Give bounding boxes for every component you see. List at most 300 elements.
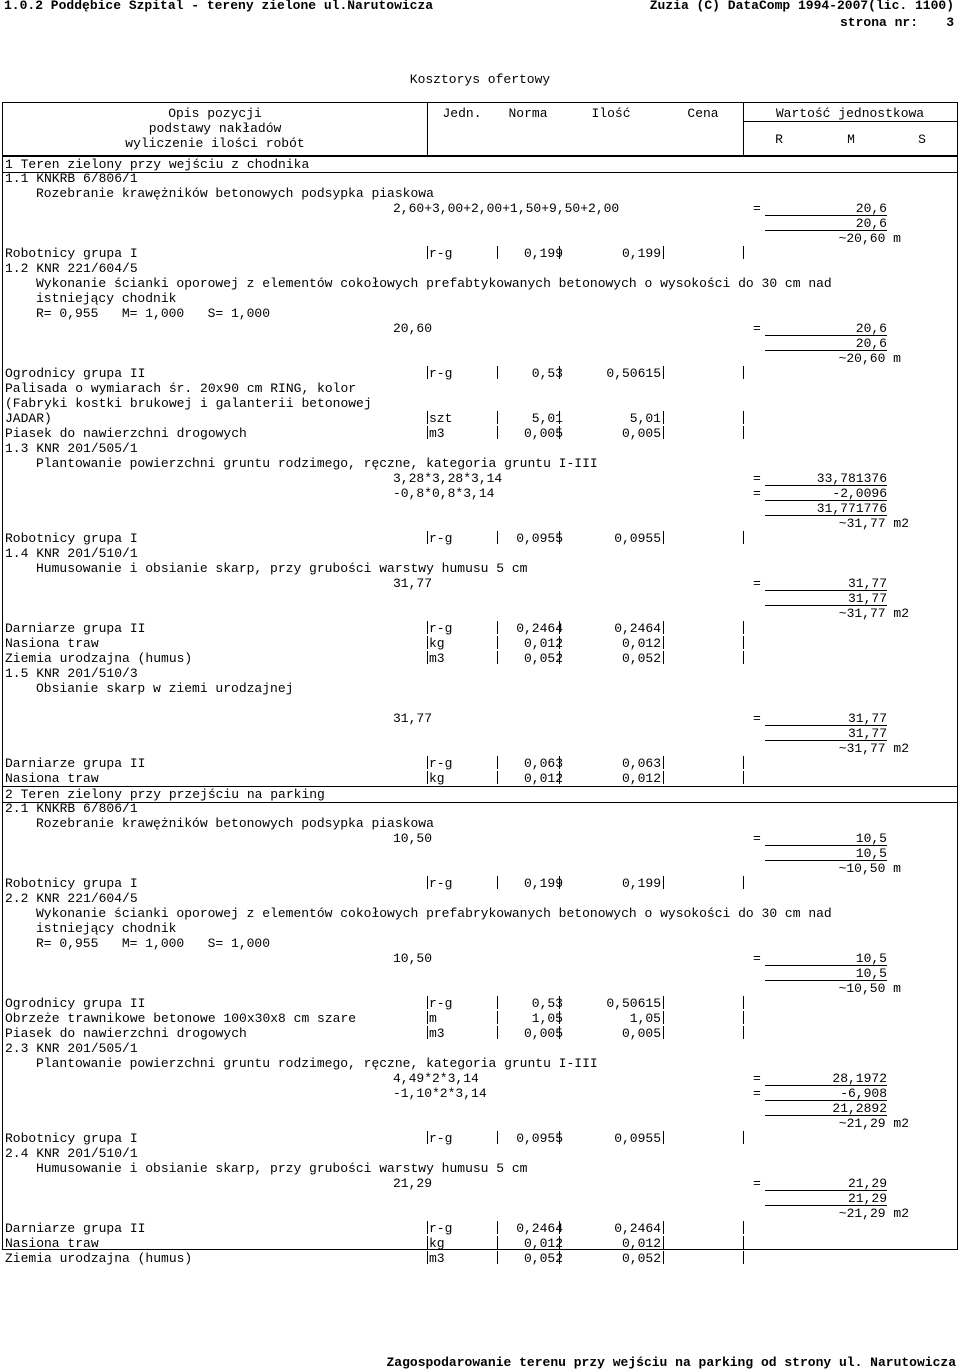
table-row xyxy=(3,876,957,891)
table-row xyxy=(3,771,957,786)
table-row xyxy=(3,561,957,576)
column-tick xyxy=(559,651,560,664)
column-tick xyxy=(743,771,744,784)
column-tick xyxy=(743,1236,744,1249)
column-tick xyxy=(497,531,498,544)
calc-equals: = xyxy=(753,951,761,966)
calc-equals: = xyxy=(753,831,761,846)
position-description: R= 0,955 M= 1,000 S= 1,000 xyxy=(36,936,271,951)
resource-unit: r-g xyxy=(429,246,453,261)
resource-norm: 0,052 xyxy=(523,651,563,666)
resource-qty: 0,012 xyxy=(621,636,661,651)
resource-name: Ziemia urodzajna (humus) xyxy=(5,651,193,666)
column-tick xyxy=(497,1011,498,1024)
column-tick xyxy=(743,366,744,379)
table-row xyxy=(3,471,957,486)
column-tick xyxy=(427,1011,428,1024)
table-row xyxy=(3,201,957,216)
table-row xyxy=(3,351,957,366)
col-opis-line1: Opis pozycji xyxy=(168,106,262,121)
table-row xyxy=(3,951,957,966)
calc-expression: 31,77 xyxy=(393,711,433,726)
calc-sum: 31,771776 xyxy=(765,501,887,516)
resource-name: Nasiona traw xyxy=(5,1236,99,1251)
table-row xyxy=(3,801,957,816)
table-row xyxy=(3,906,957,921)
position-description: Rozebranie krawężników betonowych podsypka piaskowa xyxy=(36,186,434,201)
calc-total: ~10,50 m xyxy=(838,981,901,996)
column-tick xyxy=(427,1236,428,1249)
table-row xyxy=(3,1101,957,1116)
column-tick xyxy=(497,636,498,649)
resource-unit: m3 xyxy=(429,651,445,666)
table-row xyxy=(3,741,957,756)
table-row xyxy=(3,981,957,996)
resource-unit: m xyxy=(429,1011,437,1026)
column-tick xyxy=(427,1251,428,1264)
resource-unit: r-g xyxy=(429,621,453,636)
position-code: 2.2 KNR 221/604/5 xyxy=(5,891,138,906)
software-license: Zuzia (C) DataComp 1994-2007(lic. 1100) xyxy=(649,0,954,13)
calc-total: ~10,50 m xyxy=(838,861,901,876)
table-row xyxy=(3,486,957,501)
column-tick xyxy=(497,651,498,664)
calc-sum: 21,2892 xyxy=(765,1101,887,1116)
column-tick xyxy=(559,636,560,649)
calc-total: ~21,29 m2 xyxy=(838,1116,909,1131)
column-tick xyxy=(427,876,428,889)
calc-expression: 20,60 xyxy=(393,321,433,336)
resource-qty: 0,2464 xyxy=(614,1221,661,1236)
col-wartosc: Wartość jednostkowa xyxy=(775,106,925,121)
page-header xyxy=(4,0,954,32)
resource-norm: 5,01 xyxy=(531,411,563,426)
resource-name: Darniarze grupa II xyxy=(5,1221,146,1236)
resource-norm: 0,0955 xyxy=(516,1131,563,1146)
table-row xyxy=(3,216,957,231)
position-code: 1.3 KNR 201/505/1 xyxy=(5,441,138,456)
column-tick xyxy=(427,1221,428,1234)
column-tick xyxy=(497,996,498,1009)
table-row xyxy=(3,261,957,276)
column-tick xyxy=(427,246,428,259)
calc-value: 31,77 xyxy=(765,576,887,591)
column-tick xyxy=(427,756,428,769)
column-tick xyxy=(743,1251,744,1264)
calc-value: -6,908 xyxy=(765,1086,887,1101)
table-row xyxy=(3,666,957,681)
calc-total: ~21,29 m2 xyxy=(838,1206,909,1221)
estimate-table xyxy=(2,102,958,1266)
table-row xyxy=(3,366,957,381)
resource-norm: 0,0955 xyxy=(516,531,563,546)
table-row xyxy=(3,1146,957,1161)
column-tick xyxy=(559,876,560,889)
position-code: 1.2 KNR 221/604/5 xyxy=(5,261,138,276)
resource-name: Robotnicy grupa I xyxy=(5,246,138,261)
table-row xyxy=(3,606,957,621)
table-row xyxy=(3,1026,957,1041)
resource-unit: m3 xyxy=(429,426,445,441)
resource-qty: 0,2464 xyxy=(614,621,661,636)
table-row xyxy=(3,756,957,771)
resource-qty: 0,199 xyxy=(621,246,661,261)
table-row xyxy=(3,1086,957,1101)
column-tick xyxy=(743,636,744,649)
resource-norm: 0,005 xyxy=(523,1026,563,1041)
column-tick xyxy=(663,651,664,664)
column-tick xyxy=(663,621,664,634)
table-row xyxy=(3,861,957,876)
column-tick xyxy=(663,246,664,259)
resource-unit: kg xyxy=(429,1236,445,1251)
table-row xyxy=(3,276,957,291)
column-tick xyxy=(663,1131,664,1144)
column-tick xyxy=(559,531,560,544)
position-code: 1.1 KNKRB 6/806/1 xyxy=(5,171,138,186)
column-tick xyxy=(497,1251,498,1264)
calc-sum: 20,6 xyxy=(765,336,887,351)
column-tick xyxy=(427,426,428,439)
resource-norm: 0,063 xyxy=(523,756,563,771)
calc-expression: 10,50 xyxy=(393,951,433,966)
column-tick xyxy=(559,1236,560,1249)
table-row xyxy=(3,396,957,411)
column-tick xyxy=(663,1026,664,1039)
column-tick xyxy=(497,411,498,424)
calc-sum: 31,77 xyxy=(765,726,887,741)
col-s: S xyxy=(918,132,926,147)
resource-name: Piasek do nawierzchni drogowych xyxy=(5,1026,247,1041)
document-title: 1.0.2 Poddębice Szpital - tereny zielone ul.Narutowicza xyxy=(4,0,434,13)
calc-value: 10,5 xyxy=(765,831,887,846)
table-row xyxy=(3,231,957,246)
table-row xyxy=(3,1251,957,1266)
table-row xyxy=(3,696,957,711)
position-code: 2.3 KNR 201/505/1 xyxy=(5,1041,138,1056)
position-description: Rozebranie krawężników betonowych podsypka piaskowa xyxy=(36,816,434,831)
resource-unit: r-g xyxy=(429,756,453,771)
calc-total: ~31,77 m2 xyxy=(838,606,909,621)
resource-qty: 0,052 xyxy=(621,1251,661,1266)
column-tick xyxy=(663,411,664,424)
page-num-value: 3 xyxy=(946,15,954,30)
col-opis-line3: wyliczenie ilości robót xyxy=(125,136,305,151)
column-tick xyxy=(427,996,428,1009)
column-tick xyxy=(663,531,664,544)
column-tick xyxy=(497,426,498,439)
calc-value: 33,781376 xyxy=(765,471,887,486)
column-tick xyxy=(497,876,498,889)
table-row xyxy=(3,1161,957,1176)
calc-expression: -1,10*2*3,14 xyxy=(393,1086,487,1101)
calc-value: 31,77 xyxy=(765,711,887,726)
page-label: strona nr: xyxy=(839,15,918,30)
table-row xyxy=(3,1221,957,1236)
table-row xyxy=(3,456,957,471)
column-tick xyxy=(743,411,744,424)
resource-name: Darniarze grupa II xyxy=(5,621,146,636)
column-tick xyxy=(559,996,560,1009)
table-row xyxy=(3,1131,957,1146)
calc-expression: 10,50 xyxy=(393,831,433,846)
calc-equals: = xyxy=(753,1071,761,1086)
table-row xyxy=(3,531,957,546)
report-title: Kosztorys ofertowy xyxy=(409,72,551,87)
resource-qty: 0,052 xyxy=(621,651,661,666)
resource-qty: 0,063 xyxy=(621,756,661,771)
calc-value: -2,0096 xyxy=(765,486,887,501)
resource-norm: 0,53 xyxy=(531,366,563,381)
table-row xyxy=(3,246,957,261)
column-tick xyxy=(427,621,428,634)
table-row xyxy=(3,996,957,1011)
resource-unit: r-g xyxy=(429,996,453,1011)
table-row xyxy=(3,1206,957,1221)
table-row xyxy=(3,1116,957,1131)
calc-expression: 2,60+3,00+2,00+1,50+9,50+2,00 xyxy=(393,201,620,216)
col-r: R xyxy=(775,132,783,147)
calc-total: ~20,60 m xyxy=(838,351,901,366)
table-row xyxy=(3,1071,957,1086)
resource-name: Robotnicy grupa I xyxy=(5,876,138,891)
table-row xyxy=(3,921,957,936)
resource-qty: 0,199 xyxy=(621,876,661,891)
table-row xyxy=(3,501,957,516)
table-row xyxy=(3,411,957,426)
section-title: 1 Teren zielony przy wejściu z chodnika xyxy=(5,157,310,172)
column-tick xyxy=(497,771,498,784)
calc-expression: 31,77 xyxy=(393,576,433,591)
table-row xyxy=(3,1176,957,1191)
column-tick xyxy=(663,1251,664,1264)
resource-norm: 0,2464 xyxy=(516,621,563,636)
table-row xyxy=(3,1191,957,1206)
position-description: Plantowanie powierzchni gruntu rodzimego, ręczne, kategoria gruntu I-III xyxy=(36,456,598,471)
column-tick xyxy=(663,876,664,889)
column-tick xyxy=(663,1236,664,1249)
column-tick xyxy=(559,756,560,769)
calc-value: 20,6 xyxy=(765,201,887,216)
table-row xyxy=(3,936,957,951)
resource-name: Darniarze grupa II xyxy=(5,756,146,771)
col-opis xyxy=(3,106,427,151)
table-row xyxy=(3,321,957,336)
position-code: 1.4 KNR 201/510/1 xyxy=(5,546,138,561)
section-title: 2 Teren zielony przy przejściu na parking xyxy=(5,787,325,802)
resource-norm: 0,199 xyxy=(523,246,563,261)
column-tick xyxy=(743,996,744,1009)
resource-unit: kg xyxy=(429,771,445,786)
calc-equals: = xyxy=(753,201,761,216)
column-tick xyxy=(559,366,560,379)
column-tick xyxy=(497,366,498,379)
resource-name: Robotnicy grupa I xyxy=(5,1131,138,1146)
resource-unit: r-g xyxy=(429,876,453,891)
column-tick xyxy=(427,636,428,649)
column-tick xyxy=(559,1131,560,1144)
column-tick xyxy=(743,1131,744,1144)
column-tick xyxy=(663,1221,664,1234)
material-name: (Fabryki kostki brukowej i galanterii betonowej xyxy=(5,396,372,411)
col-ilosc: Ilość xyxy=(591,106,631,121)
table-row xyxy=(3,831,957,846)
column-tick xyxy=(497,621,498,634)
table-row xyxy=(3,546,957,561)
table-row xyxy=(3,336,957,351)
column-tick xyxy=(743,876,744,889)
table-row xyxy=(3,816,957,831)
column-tick xyxy=(743,1221,744,1234)
resource-qty: 0,0955 xyxy=(614,531,661,546)
table-row xyxy=(3,381,957,396)
resource-unit: kg xyxy=(429,636,445,651)
resource-name: Obrzeże trawnikowe betonowe 100x30x8 cm szare xyxy=(5,1011,357,1026)
resource-norm: 0,2464 xyxy=(516,1221,563,1236)
resource-norm: 0,012 xyxy=(523,771,563,786)
table-row xyxy=(3,576,957,591)
table-row xyxy=(3,1056,957,1071)
resource-norm: 0,052 xyxy=(523,1251,563,1266)
resource-name: Ogrodnicy grupa II xyxy=(5,366,146,381)
resource-qty: 0,50615 xyxy=(606,366,661,381)
column-tick xyxy=(743,426,744,439)
resource-name: Piasek do nawierzchni drogowych xyxy=(5,426,247,441)
calc-value: 20,6 xyxy=(765,321,887,336)
column-tick xyxy=(427,651,428,664)
col-jedn: Jedn. xyxy=(442,106,482,121)
position-description: istniejący chodnik xyxy=(36,921,177,936)
resource-name: Ziemia urodzajna (humus) xyxy=(5,1251,193,1266)
col-cena: Cena xyxy=(687,106,719,121)
material-name: Palisada o wymiarach śr. 20x90 cm RING, kolor xyxy=(5,381,357,396)
table-row xyxy=(3,966,957,981)
position-description: istniejący chodnik xyxy=(36,291,177,306)
table-row xyxy=(3,516,957,531)
resource-name: Nasiona traw xyxy=(5,636,99,651)
calc-total: ~31,77 m2 xyxy=(838,516,909,531)
column-tick xyxy=(743,246,744,259)
column-tick xyxy=(663,771,664,784)
column-tick xyxy=(559,411,560,424)
table-row xyxy=(3,306,957,321)
column-tick xyxy=(663,636,664,649)
resource-unit: r-g xyxy=(429,531,453,546)
table-row xyxy=(3,1011,957,1026)
column-tick xyxy=(559,426,560,439)
resource-norm: 0,199 xyxy=(523,876,563,891)
column-tick xyxy=(743,531,744,544)
column-tick xyxy=(427,1026,428,1039)
col-norma: Norma xyxy=(508,106,548,121)
resource-name: Robotnicy grupa I xyxy=(5,531,138,546)
column-tick xyxy=(743,1011,744,1024)
column-tick xyxy=(497,1131,498,1144)
column-tick xyxy=(559,246,560,259)
resource-unit: m3 xyxy=(429,1026,445,1041)
calc-sum: 10,5 xyxy=(765,846,887,861)
resource-qty: 1,05 xyxy=(629,1011,661,1026)
position-code: 1.5 KNR 201/510/3 xyxy=(5,666,138,681)
column-tick xyxy=(663,756,664,769)
table-row xyxy=(3,846,957,861)
resource-qty: 0,005 xyxy=(621,1026,661,1041)
resource-name: Nasiona traw xyxy=(5,771,99,786)
col-m: M xyxy=(847,132,855,147)
resource-norm: 0,012 xyxy=(523,636,563,651)
resource-norm: 0,012 xyxy=(523,1236,563,1251)
calc-equals: = xyxy=(753,321,761,336)
column-tick xyxy=(743,651,744,664)
table-row xyxy=(3,291,957,306)
position-description: Humusowanie i obsianie skarp, przy grubości warstwy humusu 5 cm xyxy=(36,561,528,576)
position-code: 2.1 KNKRB 6/806/1 xyxy=(5,801,138,816)
calc-equals: = xyxy=(753,576,761,591)
calc-expression: 3,28*3,28*3,14 xyxy=(393,471,503,486)
resource-unit: r-g xyxy=(429,366,453,381)
column-tick xyxy=(427,411,428,424)
column-tick xyxy=(427,366,428,379)
resource-qty: 5,01 xyxy=(629,411,661,426)
table-row xyxy=(3,891,957,906)
calc-equals: = xyxy=(753,486,761,501)
position-description: Obsianie skarp w ziemi urodzajnej xyxy=(36,681,294,696)
calc-sum: 31,77 xyxy=(765,591,887,606)
column-tick xyxy=(743,756,744,769)
resource-unit: r-g xyxy=(429,1221,453,1236)
position-description: Wykonanie ścianki oporowej z elementów cokołowych prefabtykowanych betonowych o wysokości do 30 cm nad xyxy=(36,276,832,291)
column-tick xyxy=(743,1026,744,1039)
column-tick xyxy=(497,1026,498,1039)
table-header xyxy=(3,103,957,156)
calc-sum: 20,6 xyxy=(765,216,887,231)
resource-qty: 0,012 xyxy=(621,771,661,786)
calc-sum: 21,29 xyxy=(765,1191,887,1206)
resource-norm: 1,05 xyxy=(531,1011,563,1026)
resource-qty: 0,005 xyxy=(621,426,661,441)
position-description: Humusowanie i obsianie skarp, przy grubości warstwy humusu 5 cm xyxy=(36,1161,528,1176)
position-description: Plantowanie powierzchni gruntu rodzimego, ręczne, kategoria gruntu I-III xyxy=(36,1056,598,1071)
column-tick xyxy=(663,996,664,1009)
page-number xyxy=(840,15,954,30)
calc-equals: = xyxy=(753,1176,761,1191)
table-row xyxy=(3,426,957,441)
table-row xyxy=(3,1236,957,1251)
column-tick xyxy=(497,246,498,259)
resource-name: Ogrodnicy grupa II xyxy=(5,996,146,1011)
table-row xyxy=(3,171,957,186)
column-tick xyxy=(663,1011,664,1024)
table-row xyxy=(3,651,957,666)
page-footer: Zagospodarowanie terenu przy wejściu na parking od strony ul. Narutowicza xyxy=(386,1355,956,1370)
col-opis-line2: podstawy nakładów xyxy=(148,121,282,136)
position-code: 2.4 KNR 201/510/1 xyxy=(5,1146,138,1161)
column-tick xyxy=(559,621,560,634)
column-tick xyxy=(663,426,664,439)
calc-value: 10,5 xyxy=(765,951,887,966)
resource-unit: m3 xyxy=(429,1251,445,1266)
column-tick xyxy=(427,531,428,544)
column-tick xyxy=(559,1026,560,1039)
column-tick xyxy=(497,1236,498,1249)
calc-value: 21,29 xyxy=(765,1176,887,1191)
table-row xyxy=(3,441,957,456)
calc-equals: = xyxy=(753,1086,761,1101)
column-tick xyxy=(743,621,744,634)
calc-equals: = xyxy=(753,471,761,486)
column-tick xyxy=(497,1221,498,1234)
table-row xyxy=(3,711,957,726)
